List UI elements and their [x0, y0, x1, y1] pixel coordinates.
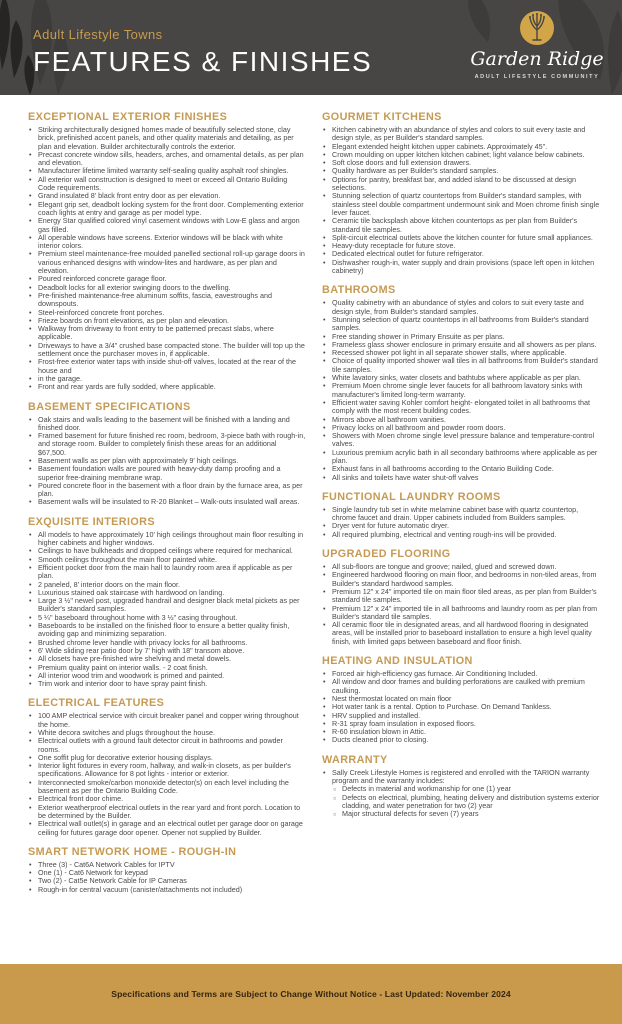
feature-item: • Nest thermostat located on main floor [322, 695, 600, 703]
feature-item: • Premium 12" x 24" imported tile on main floor tiled areas, as per plan from Builder's standard tile samples. [322, 588, 600, 605]
page-title: FEATURES & FINISHES [33, 46, 373, 77]
feature-item: • 100 AMP electrical service with circuit breaker panel and copper wiring throughout the home. [28, 712, 306, 729]
feature-item: • in the garage. [28, 375, 306, 383]
feature-item: • Premium Moen chrome single lever faucets for all bathroom lavatory sinks with manufacturer's limited long-term warranty. [322, 382, 600, 399]
feature-list [322, 126, 600, 275]
header [0, 0, 622, 95]
section-heading: HEATING AND INSULATION [322, 655, 473, 668]
feature-item: • Basement foundation walls are poured with heavy-duty damp proofing and a superior free-draining membrane wrap. [28, 465, 306, 482]
footer-disclaimer: Specifications and Terms are Subject to Change Without Notice - Last Updated: November 2024 [111, 989, 511, 999]
feature-item: • Ducts cleaned prior to closing. [322, 736, 600, 744]
feature-item: • Electrical outlets with a ground fault detector circuit in bathrooms and powder rooms. [28, 737, 306, 754]
feature-item: • Soft close doors and full extension drawers. [322, 159, 600, 167]
feature-item: • All sub-floors are tongue and groove; nailed, glued and screwed down. [322, 563, 600, 571]
eyebrow: Adult Lifestyle Towns [33, 27, 163, 42]
logo-name: Garden Ridge [470, 48, 604, 70]
section [28, 111, 306, 392]
tree-logo-icon [519, 10, 555, 46]
feature-item: • Frost-free exterior water taps with inside shut-off valves, located at the rear of the house and [28, 358, 306, 375]
section-heading: WARRANTY [322, 753, 388, 766]
feature-item: • Poured concrete floor in the basement with a floor drain by the furnace area, as per plan. [28, 482, 306, 499]
feature-item: • Quality hardware as per Builder's standard samples. [322, 167, 600, 175]
feature-item: • Frieze boards on front elevations, as per plan and elevation. [28, 317, 306, 325]
feature-item: • Kitchen cabinetry with an abundance of styles and colors to suit every taste and design style, as per Builder's standard samples. [322, 126, 600, 143]
feature-item: • All closets have pre-finished wire shelving and metal dowels. [28, 655, 306, 663]
feature-item: • Frameless glass shower enclosure in primary ensuite and all showers as per plans. [322, 341, 600, 349]
feature-item: • Large 3 ½" newel post, upgraded handrail and designer black metal pickets as per Builder's standard samples. [28, 597, 306, 614]
feature-item: • Luxurious stained oak staircase with hardwood on landing. [28, 589, 306, 597]
feature-item: • HRV supplied and installed. [322, 712, 600, 720]
feature-item: • Two (2) - Cat5e Network Cable for IP Cameras [28, 877, 306, 885]
feature-item: • Trim work and interior door to have spray paint finish. [28, 680, 306, 688]
footer [0, 964, 622, 1024]
feature-item: • Manufacturer lifetime limited warranty self-sealing quality asphalt roof shingles. [28, 167, 306, 175]
feature-item: • Baseboards to be installed on the finished floor to ensure a better quality finish, avoiding gap and minimizing separation. [28, 622, 306, 639]
feature-item: • All ceramic floor tile in designated areas, and all hardwood flooring in designated areas, will be installed prior to baseboard installation to ensure a high level quality finish, with limited gaps between baseboard and floor finish. [322, 621, 600, 646]
feature-item: • 2 paneled, 8' interior doors on the main floor. [28, 581, 306, 589]
feature-item: • Dedicated electrical outlet for future refrigerator. [322, 250, 600, 258]
feature-item: • All operable windows have screens. Exterior windows will be black with white interior colors. [28, 234, 306, 251]
feature-item: • Exhaust fans in all bathrooms according to the Ontario Building Code. [322, 465, 600, 473]
section [322, 284, 600, 482]
feature-item: • Heavy-duty receptacle for future stove. [322, 242, 600, 250]
feature-item: • Pre-finished maintenance-free aluminum soffits, fascia, eavestroughs and downspouts. [28, 292, 306, 309]
feature-item: • Grand insulated 8' black front entry door as per elevation. [28, 192, 306, 200]
feature-item: • Dishwasher rough-in, water supply and drain provisions (space left open in kitchen cabinetry) [322, 259, 600, 276]
section-heading: ELECTRICAL FEATURES [28, 697, 165, 710]
feature-item: • Choice of quality imported shower wall tiles in all bathrooms from Builder's standard tile samples. [322, 357, 600, 374]
left-column [28, 111, 306, 964]
feature-item: • One soffit plug for decorative exterior housing displays. [28, 754, 306, 762]
feature-item: • Hot water tank is a rental. Option to Purchase. On Demand Tankless. [322, 703, 600, 711]
feature-item: • One (1) - Cat6 Network for keypad [28, 869, 306, 877]
feature-item: • Luxurious premium acrylic bath in all secondary bathrooms where applicable as per plan. [322, 449, 600, 466]
feature-item: • Electrical wall outlet(s) in garage and an electrical outlet per garage door on garage ceiling for futures garage door opener. Opener not supplied by Builder. [28, 820, 306, 837]
feature-item: • All exterior wall construction is designed to meet or exceed all Ontario Building Code requirements. [28, 176, 306, 193]
feature-item: • Dryer vent for future automatic dryer. [322, 522, 600, 530]
feature-list [28, 861, 306, 894]
feature-list [28, 531, 306, 689]
feature-item: • Sally Creek Lifestyle Homes is registered and enrolled with the TARION warranty program and the warranty includes: [322, 769, 600, 786]
feature-item: • Poured reinforced concrete garage floor. [28, 275, 306, 283]
feature-item: • Options for pantry, breakfast bar, and added island to be discussed at design selections. [322, 176, 600, 193]
feature-item: • All sinks and toilets have water shut-off valves [322, 474, 600, 482]
section-heading: GOURMET KITCHENS [322, 111, 442, 123]
feature-item: • Ceramic tile backsplash above kitchen countertops as per plan from Builder's standard tile samples. [322, 217, 600, 234]
feature-item: • Electrical front door chime. [28, 795, 306, 803]
feature-list [322, 670, 600, 745]
feature-item: • White lavatory sinks, water closets and bathtubs where applicable as per plan. [322, 374, 600, 382]
feature-item: • Rough-in for central vacuum (canister/attachments not included) [28, 886, 306, 894]
right-column [322, 111, 600, 964]
feature-subitem: ○ Defects in material and workmanship for one (1) year [332, 785, 600, 793]
section-heading: FUNCTIONAL LAUNDRY ROOMS [322, 490, 501, 503]
feature-item: • Interior light fixtures in every room, hallway, and walk-in closets, as per builder's specifications. Allowance for 8 pot lights - interior or exterior. [28, 762, 306, 779]
feature-item: • All models to have approximately 10' high ceilings throughout main floor resulting in higher cabinets and higher windows. [28, 531, 306, 548]
feature-item: • All interior wood trim and woodwork is primed and painted. [28, 672, 306, 680]
section-heading: EXQUISITE INTERIORS [28, 515, 155, 528]
feature-item: • Engineered hardwood flooring on main floor, and bedrooms in non-tiled areas, from Builder's standard hardwood samples. [322, 571, 600, 588]
section-heading: BASEMENT SPECIFICATIONS [28, 400, 191, 413]
section [28, 401, 306, 507]
feature-item: • Recessed shower pot light in all separate shower stalls, where applicable. [322, 349, 600, 357]
section-heading: SMART NETWORK HOME - ROUGH-IN [28, 845, 237, 858]
feature-item: • Premium 12" x 24" imported tile in all bathrooms and laundry room as per plan from Builder's standard tile samples. [322, 605, 600, 622]
feature-item: • Elegant grip set, deadbolt locking system for the front door. Complementing exterior coach lights at entry and garage as per model type. [28, 201, 306, 218]
feature-list [28, 416, 306, 507]
feature-item: • Interconnected smoke/carbon monoxide detector(s) on each level including the basement as per the Ontario Building Code. [28, 779, 306, 796]
feature-item: • Striking architecturally designed homes made of beautifully selected stone, clay brick, prefinished accent panels, and other quality materials and detailing, as per plan and elevation. Builder architecturally controls the exterior. [28, 126, 306, 151]
feature-item: • Oak stairs and walls leading to the basement will be finished with a landing and finished door. [28, 416, 306, 433]
feature-list [322, 563, 600, 646]
feature-item: • Walkway from driveway to front entry to be patterned precast slabs, where applicable. [28, 325, 306, 342]
section [28, 697, 306, 836]
feature-subitem: ○ Defects on electrical, plumbing, heating delivery and distribution systems exterior cladding, and water penetration for two (2) year [332, 794, 600, 811]
feature-item: • Quality cabinetry with an abundance of styles and colors to suit every taste and design style, from Builder's standard samples. [322, 299, 600, 316]
feature-item: • Mirrors above all bathroom vanities. [322, 416, 600, 424]
section-heading: EXCEPTIONAL EXTERIOR FINISHES [28, 111, 228, 123]
feature-item: • Framed basement for future finished rec room, bedroom, 3-piece bath with rough-in, and storage room. Builder to completely finish these areas for an additional $67,500. [28, 432, 306, 457]
section-heading: BATHROOMS [322, 284, 396, 297]
feature-item: • Elegant extended height kitchen upper cabinets. Approximately 45". [322, 143, 600, 151]
feature-item: • R-31 spray foam insulation in exposed floors. [322, 720, 600, 728]
header-text [33, 27, 372, 78]
feature-item: • Forced air high-efficiency gas furnace. Air Conditioning Included. [322, 670, 600, 678]
logo-tagline: ADULT LIFESTYLE COMMUNITY [474, 74, 600, 80]
feature-item: • All window and door frames and building perforations are caulked with premium caulking. [322, 678, 600, 695]
feature-item: • Three (3) - Cat6A Network Cables for IPTV [28, 861, 306, 869]
feature-item: • 5 ¼" baseboard throughout home with 3 ½" casing throughout. [28, 614, 306, 622]
feature-item: • Basement walls as per plan with approximately 9' high ceilings. [28, 457, 306, 465]
section [322, 548, 600, 646]
feature-list [28, 712, 306, 836]
feature-item: • Stunning selection of quartz countertops from Builder's standard samples, with stainless steel double compartment undermount sink and Moen chrome finish single lever faucet. [322, 192, 600, 217]
feature-item: • Brushed chrome lever handle with privacy locks for all bathrooms. [28, 639, 306, 647]
feature-list [322, 769, 600, 819]
feature-subitem: ○ Major structural defects for seven (7) years [332, 810, 600, 818]
section [322, 111, 600, 275]
section-heading: UPGRADED FLOORING [322, 548, 451, 561]
content [0, 95, 622, 964]
feature-item: • Split-circuit electrical outlets above the kitchen counter for future small appliances. [322, 234, 600, 242]
feature-item: • Deadbolt locks for all exterior swinging doors to the dwelling. [28, 284, 306, 292]
feature-item: • Driveways to have a 3/4" crushed base compacted stone. The builder will top up the settlement once the purchaser moves in, if applicable. [28, 342, 306, 359]
feature-item: • Energy Star qualified colored vinyl casement windows with Low-E glass and argon gas filled. [28, 217, 306, 234]
feature-item: • Single laundry tub set in white melamine cabinet base with quartz countertop, chrome faucet and drain. Upper cabinets included from Builders samples. [322, 506, 600, 523]
feature-item: • Basement walls will be insulated to R-20 Blanket – Walk-outs insulated wall areas. [28, 498, 306, 506]
section [28, 846, 306, 894]
feature-item: • R-60 insulation blown in Attic. [322, 728, 600, 736]
feature-item: • Premium quality paint on interior walls. - 2 coat finish. [28, 664, 306, 672]
feature-item: • Front and rear yards are fully sodded, where applicable. [28, 383, 306, 391]
section [322, 754, 600, 819]
feature-list [28, 126, 306, 392]
section [322, 491, 600, 539]
feature-item: • Efficient pocket door from the main hall to laundry room area if applicable as per plan. [28, 564, 306, 581]
feature-item: • Efficient water saving Kohler comfort height- elongated toilet in all bathrooms that comply with the most recent building codes. [322, 399, 600, 416]
section [322, 655, 600, 745]
feature-item: • Exterior weatherproof electrical outlets in the rear yard and front porch. Location to be determined by the Builder. [28, 804, 306, 821]
feature-item: • Steel-reinforced concrete front porches. [28, 309, 306, 317]
feature-list [322, 506, 600, 539]
feature-item: • Privacy locks on all bathroom and powder room doors. [322, 424, 600, 432]
feature-item: • Free standing shower in Primary Ensuite as per plans. [322, 333, 600, 341]
feature-item: • Smooth ceilings throughout the main floor painted white. [28, 556, 306, 564]
feature-item: • Ceilings to have bulkheads and dropped ceilings where required for mechanical. [28, 547, 306, 555]
feature-item: • All required plumbing, electrical and venting rough-ins will be provided. [322, 531, 600, 539]
feature-item: • Crown moulding on upper kitchen kitchen cabinet; light valance below cabinets. [322, 151, 600, 159]
feature-item: • Precast concrete window sills, headers, arches, and ornamental details, as per plan and elevation. [28, 151, 306, 168]
feature-item: • Showers with Moen chrome single level pressure balance and temperature-control valves. [322, 432, 600, 449]
feature-item: • Premium steel maintenance-free moulded panelled sectional roll-up garage doors in various enhanced designs with window-lites and hardware, as per plan and elevation. [28, 250, 306, 275]
feature-item: • Stunning selection of quartz countertops in all bathrooms from Builder's standard samples. [322, 316, 600, 333]
feature-item: • 6' Wide sliding rear patio door by 7' high with 18" transom above. [28, 647, 306, 655]
feature-item: • White decora switches and plugs throughout the house. [28, 729, 306, 737]
section [28, 516, 306, 689]
feature-list [322, 299, 600, 482]
garden-ridge-logo [462, 10, 612, 80]
